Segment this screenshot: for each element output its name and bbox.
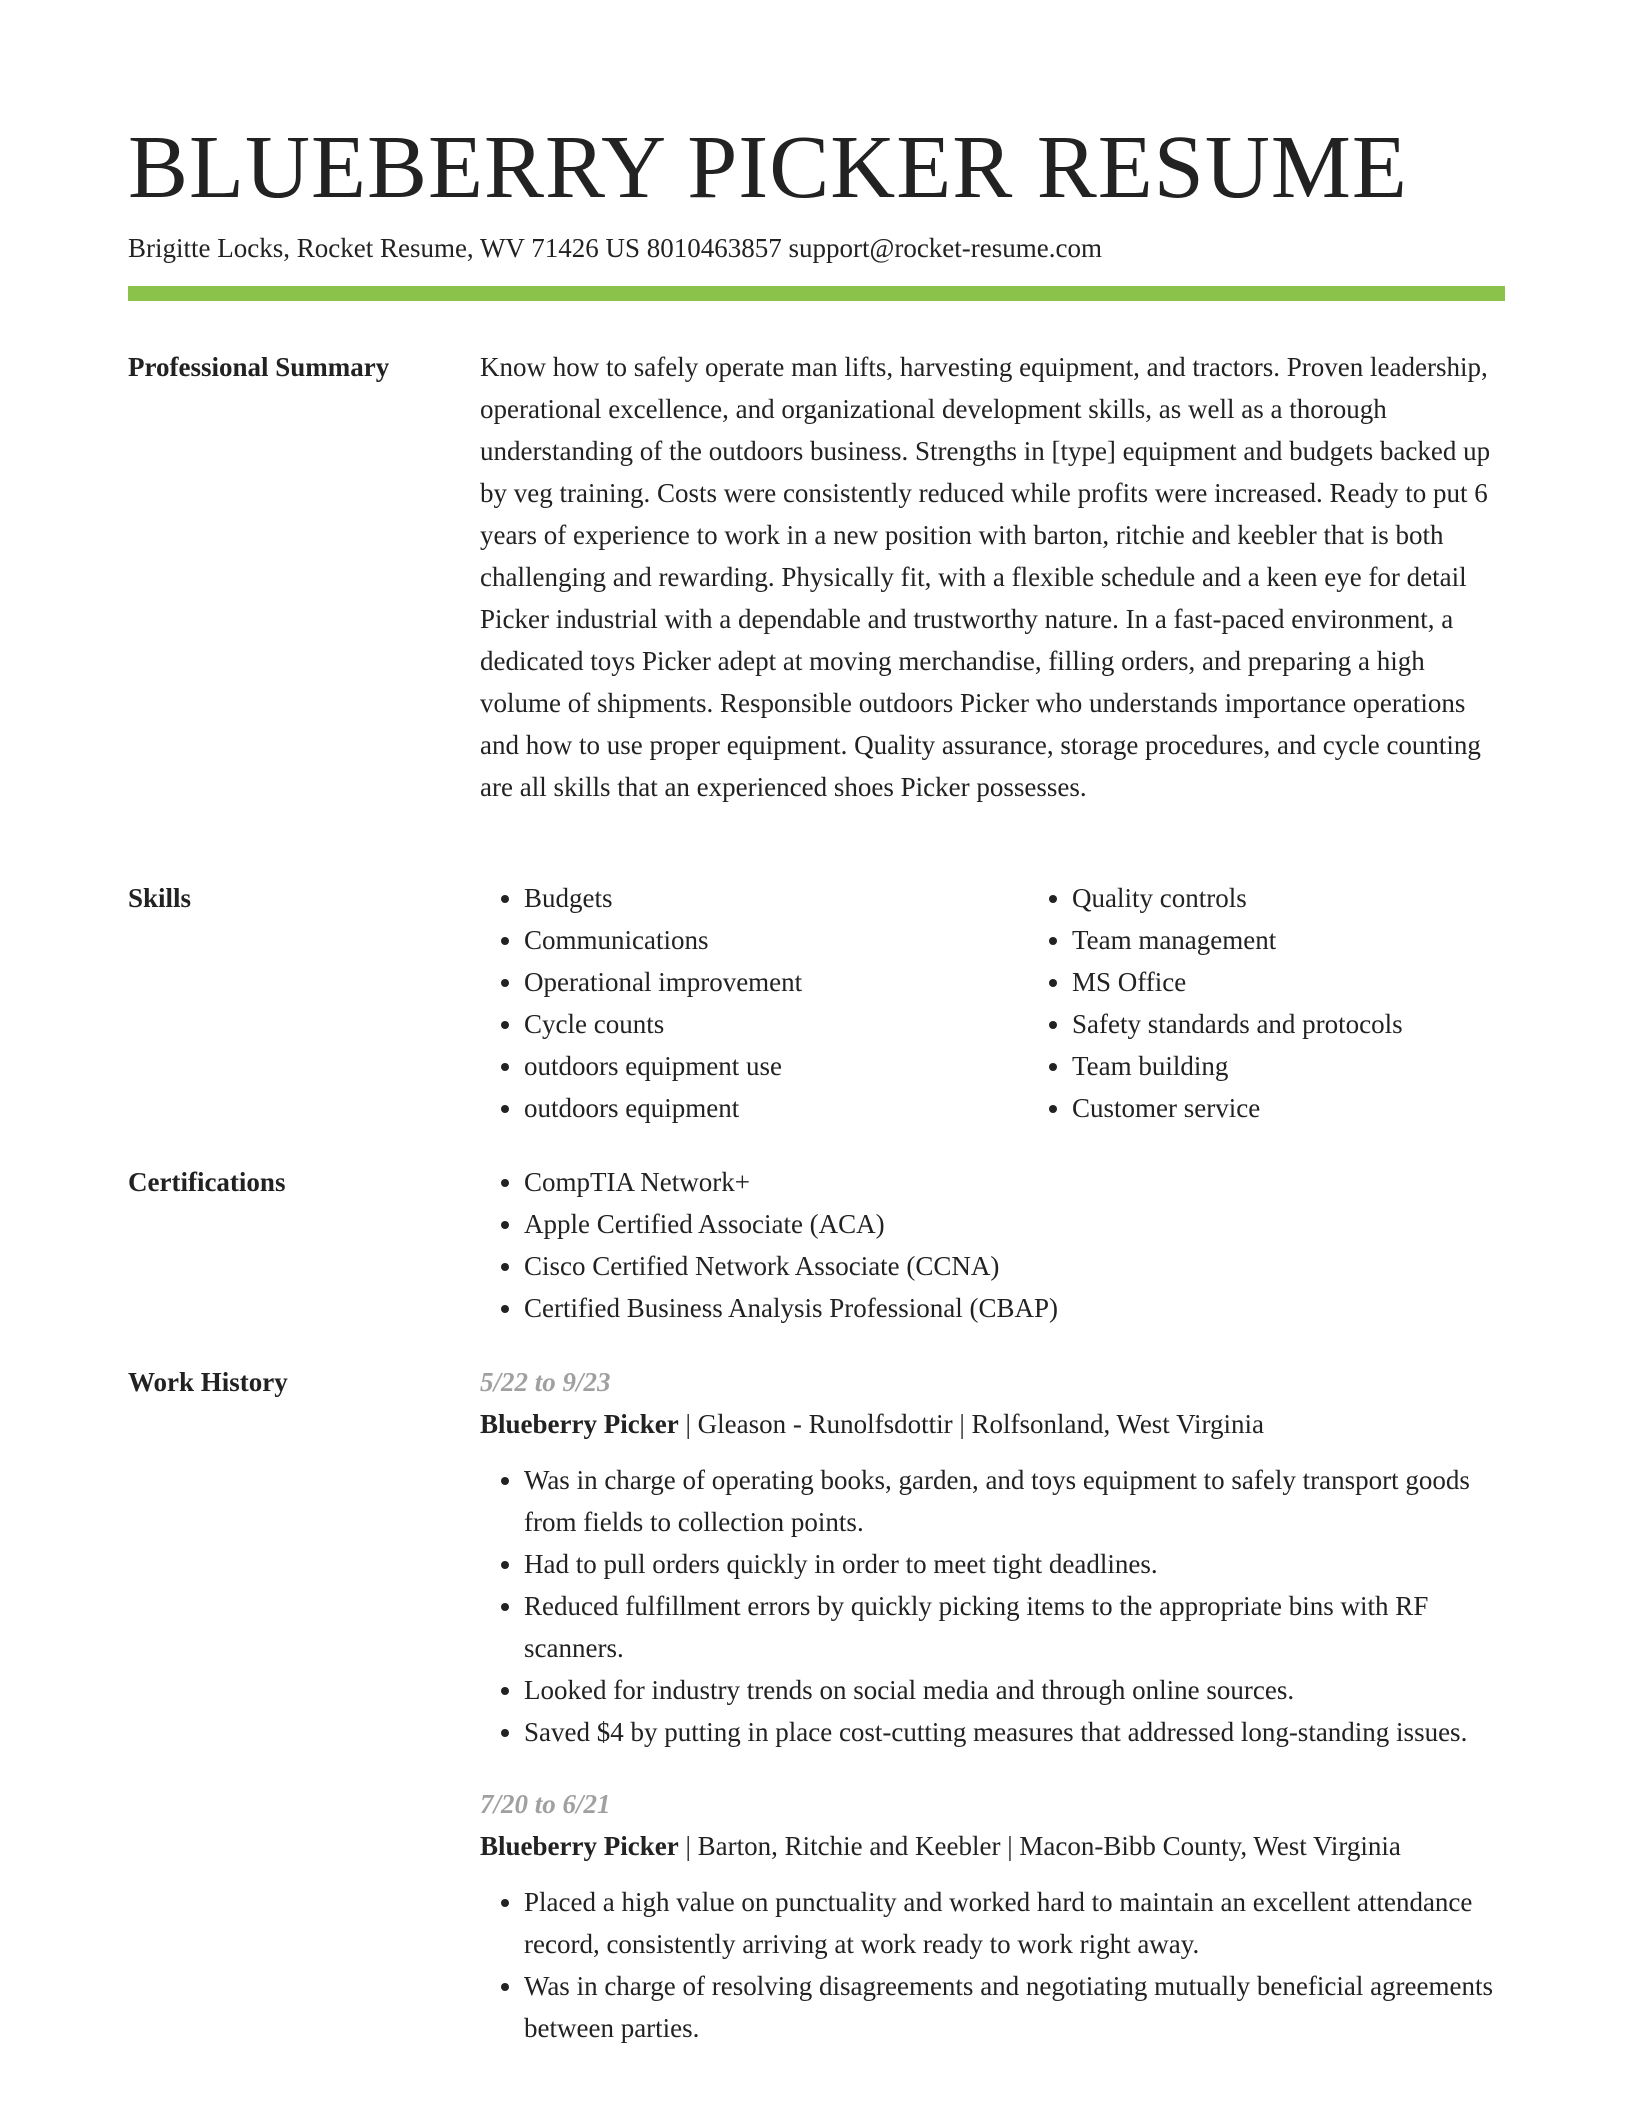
skill-item: • Team management (1072, 919, 1576, 961)
skill-item: • outdoors equipment use (524, 1045, 1028, 1087)
job-bullet: • Placed a high value on punctuality and worked hard to maintain an excellent attendance record, consistently arriving at work ready to work right away. (524, 1881, 1505, 1965)
job-bullet: • Reduced fulfillment errors by quickly picking items to the appropriate bins with RF scanners. (524, 1585, 1505, 1669)
skill-item: • Cycle counts (524, 1003, 1028, 1045)
job-heading (480, 1825, 1505, 1867)
job-entry (480, 1783, 1505, 2049)
skills-list-right (1028, 877, 1576, 1129)
skill-item: • Operational improvement (524, 961, 1028, 1003)
certification-item: • Apple Certified Associate (ACA) (524, 1203, 1505, 1245)
certification-item: • Cisco Certified Network Associate (CCNA) (524, 1245, 1505, 1287)
skill-item: • Team building (1072, 1045, 1576, 1087)
summary-text: Know how to safely operate man lifts, harvesting equipment, and tractors. Proven leadership, operational excellence, and organizational development skills, as well as a thorough understanding of the outdoors business. Strengths in [type] equipment and budgets backed up by veg training. Costs were consistently reduced while profits were increased. Ready to put 6 years of experience to work in a new position with barton, ritchie and keebler that is both challenging and rewarding. Physically fit, with a flexible schedule and a keen eye for detail Picker industrial with a dependable and trustworthy nature. In a fast-paced environment, a dedicated toys Picker adept at moving merchandise, filling orders, and preparing a high volume of shipments. Responsible outdoors Picker who understands importance operations and how to use proper equipment. Quality assurance, storage procedures, and cycle counting are all skills that an experienced shoes Picker possesses. (480, 352, 1491, 802)
header-divider (128, 286, 1505, 301)
skill-item: • Quality controls (1072, 877, 1576, 919)
job-heading (480, 1403, 1505, 1445)
job-bullet: • Had to pull orders quickly in order to meet tight deadlines. (524, 1543, 1505, 1585)
skills-section (128, 877, 1505, 1129)
job-entry (480, 1361, 1505, 1753)
skill-item: • outdoors equipment (524, 1087, 1028, 1129)
skill-item: • Communications (524, 919, 1028, 961)
job-bullet: • Was in charge of operating books, garden, and toys equipment to safely transport goods from fields to collection points. (524, 1459, 1505, 1543)
certifications-label: Certifications (128, 1167, 286, 1197)
skill-item: • Safety standards and protocols (1072, 1003, 1576, 1045)
job-dates: 7/20 to 6/21 (480, 1789, 611, 1819)
skills-list-left (480, 877, 1028, 1129)
certification-item: • CompTIA Network+ (524, 1161, 1505, 1203)
certifications-list (480, 1161, 1505, 1329)
job-bullets (480, 1881, 1505, 2049)
job-bullets (480, 1459, 1505, 1753)
summary-section (128, 346, 1505, 808)
certification-item: • Certified Business Analysis Professional (CBAP) (524, 1287, 1505, 1329)
job-details: | Gleason - Runolfsdottir | Rolfsonland, West Virginia (678, 1409, 1264, 1439)
job-bullet: • Saved $4 by putting in place cost-cutting measures that addressed long-standing issues. (524, 1711, 1505, 1753)
job-title: Blueberry Picker (480, 1409, 679, 1439)
summary-label: Professional Summary (128, 352, 390, 382)
resume-title: BLUEBERRY PICKER RESUME (128, 118, 1408, 217)
skill-item: • MS Office (1072, 961, 1576, 1003)
job-bullet: • Looked for industry trends on social media and through online sources. (524, 1669, 1505, 1711)
job-dates: 5/22 to 9/23 (480, 1367, 611, 1397)
contact-line: Brigitte Locks, Rocket Resume, WV 71426 US 8010463857 support@rocket-resume.com (128, 233, 1102, 263)
job-title: Blueberry Picker (480, 1831, 679, 1861)
job-bullet: • Was in charge of resolving disagreements and negotiating mutually beneficial agreements between parties. (524, 1965, 1505, 2049)
skill-item: • Customer service (1072, 1087, 1576, 1129)
certifications-section (128, 1161, 1505, 1329)
skills-label: Skills (128, 883, 192, 913)
job-details: | Barton, Ritchie and Keebler | Macon-Bibb County, West Virginia (678, 1831, 1401, 1861)
skill-item: • Budgets (524, 877, 1028, 919)
work-history-label: Work History (128, 1367, 288, 1397)
work-history-section (128, 1361, 1505, 2079)
